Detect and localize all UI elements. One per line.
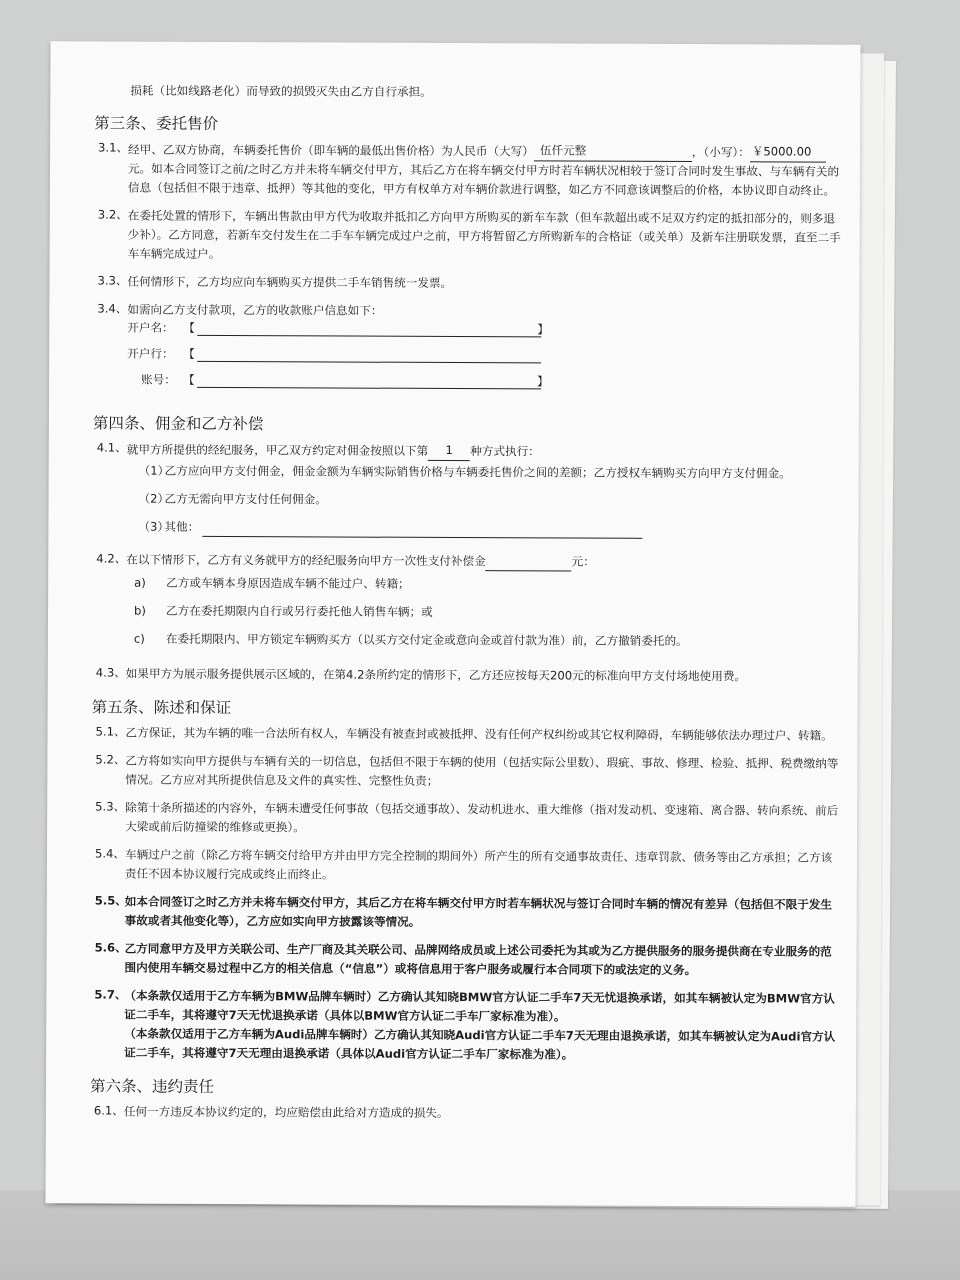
clause-number: 4.1、 <box>96 440 127 455</box>
option-text: 乙方无需向甲方支付任何佣金。 <box>164 491 327 507</box>
bracket-open: 【 <box>183 372 195 387</box>
clause-3-1 <box>94 139 846 200</box>
clause-text: 乙方将如实向甲方提供与车辆有关的一切信息，包括但不限于车辆的使用（包括实际公里数）、瑕疵、事故、修理、检验、抵押、税费缴纳等情况。乙方应对其所提供信息及文件的真实性、完整性负责； <box>125 753 839 788</box>
clause-text: 种方式执行： <box>470 444 540 459</box>
item-text: 在委托期限内、甲方锁定车辆购买方（以买方交付定金或意向金或首付款为准）前，乙方撤销委托的。 <box>165 631 688 649</box>
clause-number: 5.2、 <box>95 752 126 767</box>
account-number-label: 账号： <box>141 372 176 387</box>
clause-5-3 <box>91 798 843 839</box>
document-content <box>90 79 847 1124</box>
document-page <box>45 41 860 1207</box>
account-number-line <box>197 387 541 390</box>
option-label: （2） <box>138 491 170 506</box>
clause-6-1 <box>90 1102 842 1124</box>
clause-4-1 <box>93 439 845 462</box>
account-name-label: 开户名： <box>127 320 174 335</box>
clause-3-3 <box>93 272 845 294</box>
clause-text: 如果甲方为展示服务提供展示区域的，在第4.2条所约定的情形下，乙方还应按每天200元的标准向甲方支付场地使用费。 <box>125 666 747 684</box>
account-name-line <box>197 335 541 338</box>
clause-4-2-c <box>92 629 844 651</box>
option-text: 乙方应向甲方支付佣金，佣金金额为车辆实际销售价格与车辆委托售价之间的差额；乙方授权车辆购买方向甲方支付佣金。 <box>164 463 791 481</box>
article-6-title: 第六条、违约责任 <box>89 1077 215 1096</box>
option-text: 其他： <box>164 519 200 534</box>
clause-number: 3.4、 <box>97 301 128 316</box>
clause-text: 乙方保证，其为车辆的唯一合法所有权人，车辆没有被查封或被抵押、没有任何产权纠纷或其它权利障碍，车辆能够依法办理过户、转籍。 <box>125 725 833 743</box>
article-5-title: 第五条、陈述和保证 <box>91 698 232 718</box>
bracket-close: 】 <box>537 374 549 389</box>
clause-number: 3.3、 <box>97 273 128 288</box>
item-text: 乙方在委托期限内自行或另行委托他人销售车辆；或 <box>166 603 433 619</box>
option-1 <box>93 461 845 483</box>
bracket-close: 】 <box>537 322 549 337</box>
option-2 <box>93 489 845 511</box>
item-text: 乙方或车辆本身原因造成车辆不能过户、转籍； <box>166 575 410 591</box>
account-bank-label: 开户行： <box>127 346 174 361</box>
clause-5-7 <box>90 986 842 1065</box>
clause-text: 经甲、乙双方协商，车辆委托售价（即车辆的最低出售价格）为人民币（大写） <box>128 142 534 159</box>
clause-text: 元： <box>571 554 595 569</box>
clause-text: 在委托处置的情形下，车辆出售款由甲方代为收取并抵扣乙方向甲方所购买的新车车款（但车款超出或不足双方约定的抵扣部分的，则多退少补）。乙方同意，若新车交付发生在二手车车辆完成过户之前，甲方将暂留乙方所购新车的合格证（或关单）及新车注册联发票，直至二手车车辆完成过户。 <box>127 208 841 261</box>
clause-number: 4.3、 <box>95 665 126 680</box>
article-3-title: 第三条、委托售价 <box>94 114 219 133</box>
clause-text: 车辆过户之前（除乙方将车辆交付给甲方并由甲方完全控制的期间外）所产生的所有交通事故责任、违章罚款、债务等由乙方承担；乙方该责任不因本协议履行完成或终止而终止。 <box>124 847 833 882</box>
clause-number: 5.6、 <box>94 940 127 955</box>
option-3 <box>92 517 844 539</box>
clause-text: 如需向乙方支付款项，乙方的收款账户信息如下： <box>127 302 383 318</box>
clause-number: 3.2、 <box>97 207 128 222</box>
clause-number: 6.1、 <box>93 1103 124 1118</box>
clause-5-6 <box>90 939 842 980</box>
clause-text-bmw: （本条款仅适用于乙方车辆为BMW品牌车辆时）乙方确认其知晓BMW官方认证二手车7天无忧退换承诺，如其车辆被认定为BMW官方认证二手车，其将遵守7天无忧退换承诺（具体以BMW官方认证二手车厂家标准为准）。 <box>124 988 835 1024</box>
account-bank-line <box>197 361 541 364</box>
account-number-row <box>93 371 845 398</box>
item-label: c) <box>133 631 145 646</box>
amount-upper-field: 伍仟元整 <box>534 141 692 162</box>
clause-number: 5.3、 <box>95 799 126 814</box>
option-choice-field: 1 <box>428 441 470 461</box>
intro-line: 损耗（比如线路老化）而导致的损毁灭失由乙方自行承担。 <box>130 83 432 99</box>
clause-text: 就甲方所提供的经纪服务，甲乙双方约定对佣金按照以下第 <box>126 442 429 458</box>
item-label: b) <box>134 603 146 618</box>
account-name-row <box>93 319 845 346</box>
bracket-open: 【 <box>183 346 195 361</box>
clause-5-1 <box>91 723 843 745</box>
clause-text: 任何情形下，乙方均应向车辆购买方提供二手车销售统一发票。 <box>127 274 453 290</box>
compensation-field <box>486 556 572 571</box>
clause-text: 元。如本合同签订之前/之时乙方并未将车辆交付甲方，其后乙方在将车辆交付甲方时若车辆状况相较于签订合同时发生事故、与车辆有关的信息（包括但不限于违章、抵押）等其他的变化，甲方有权单方对车辆价款进行调整，如乙方不同意该调整后的价格，本协议即自动终止。 <box>127 161 840 198</box>
clause-4-2 <box>92 550 844 572</box>
clause-3-2 <box>94 206 846 266</box>
option-label: （1） <box>138 463 170 478</box>
clause-4-2-a <box>92 573 844 595</box>
clause-text: ，（小写）： <box>691 145 750 160</box>
clause-text-audi: （本条款仅适用于乙方车辆为Audi品牌车辆时）乙方确认其知晓Audi官方认证二手车7天无理由退换承诺，如其车辆被认定为Audi官方认证二手车，其将遵守7天无理由退换承诺（具体以Audi官方认证二手车厂家标准为准）。 <box>124 1026 836 1062</box>
clause-4-3 <box>92 664 844 686</box>
clause-text: 除第十条所描述的内容外，车辆未遭受任何事故（包括交通事故）、发动机进水、重大维修（指对发动机、变速箱、离合器、转向系统、前后大梁或前后防撞梁的维修或更换）。 <box>125 800 839 835</box>
clause-number: 5.5、 <box>94 893 127 908</box>
clause-text: 任何一方违反本协议约定的，均应赔偿由此给对方造成的损失。 <box>123 1104 449 1120</box>
other-option-field <box>203 522 643 539</box>
clause-5-5 <box>91 892 843 933</box>
option-label: （3） <box>138 519 170 534</box>
item-label: a) <box>134 575 146 590</box>
clause-4-2-b <box>92 601 844 623</box>
bracket-open: 【 <box>183 320 195 335</box>
clause-number: 5.1、 <box>95 724 126 739</box>
clause-number: 5.7、 <box>94 987 127 1002</box>
account-bank-row <box>93 345 845 372</box>
clause-5-4 <box>91 845 843 886</box>
clause-text: 在以下情形下，乙方有义务就甲方的经纪服务向甲方一次性支付补偿金 <box>126 552 486 569</box>
clause-text: 如本合同签订之时乙方并未将车辆交付甲方，其后乙方在将车辆交付甲方时若车辆状况与签订合同时车辆的情况有差异（包括但不限于发生事故或者其他变化等），乙方应如实向甲方披露该等情况。 <box>124 894 833 929</box>
clause-text: 乙方同意甲方及甲方关联公司、生产厂商及其关联公司、品牌网络成员或上述公司委托为其或为乙方提供服务的服务提供商在专业服务的范围内使用车辆交易过程中乙方的相关信息（“信息”）或将信息用于客户服务或履行本合同项下的或法定的义务。 <box>124 941 832 978</box>
clause-number: 5.4、 <box>94 846 126 861</box>
amount-lower-field: ￥5000.00 <box>750 142 826 162</box>
article-4-title: 第四条、佣金和乙方补偿 <box>92 414 264 434</box>
clause-number: 3.1、 <box>98 140 129 155</box>
clause-5-2 <box>91 751 843 792</box>
clause-number: 4.2、 <box>96 551 127 566</box>
